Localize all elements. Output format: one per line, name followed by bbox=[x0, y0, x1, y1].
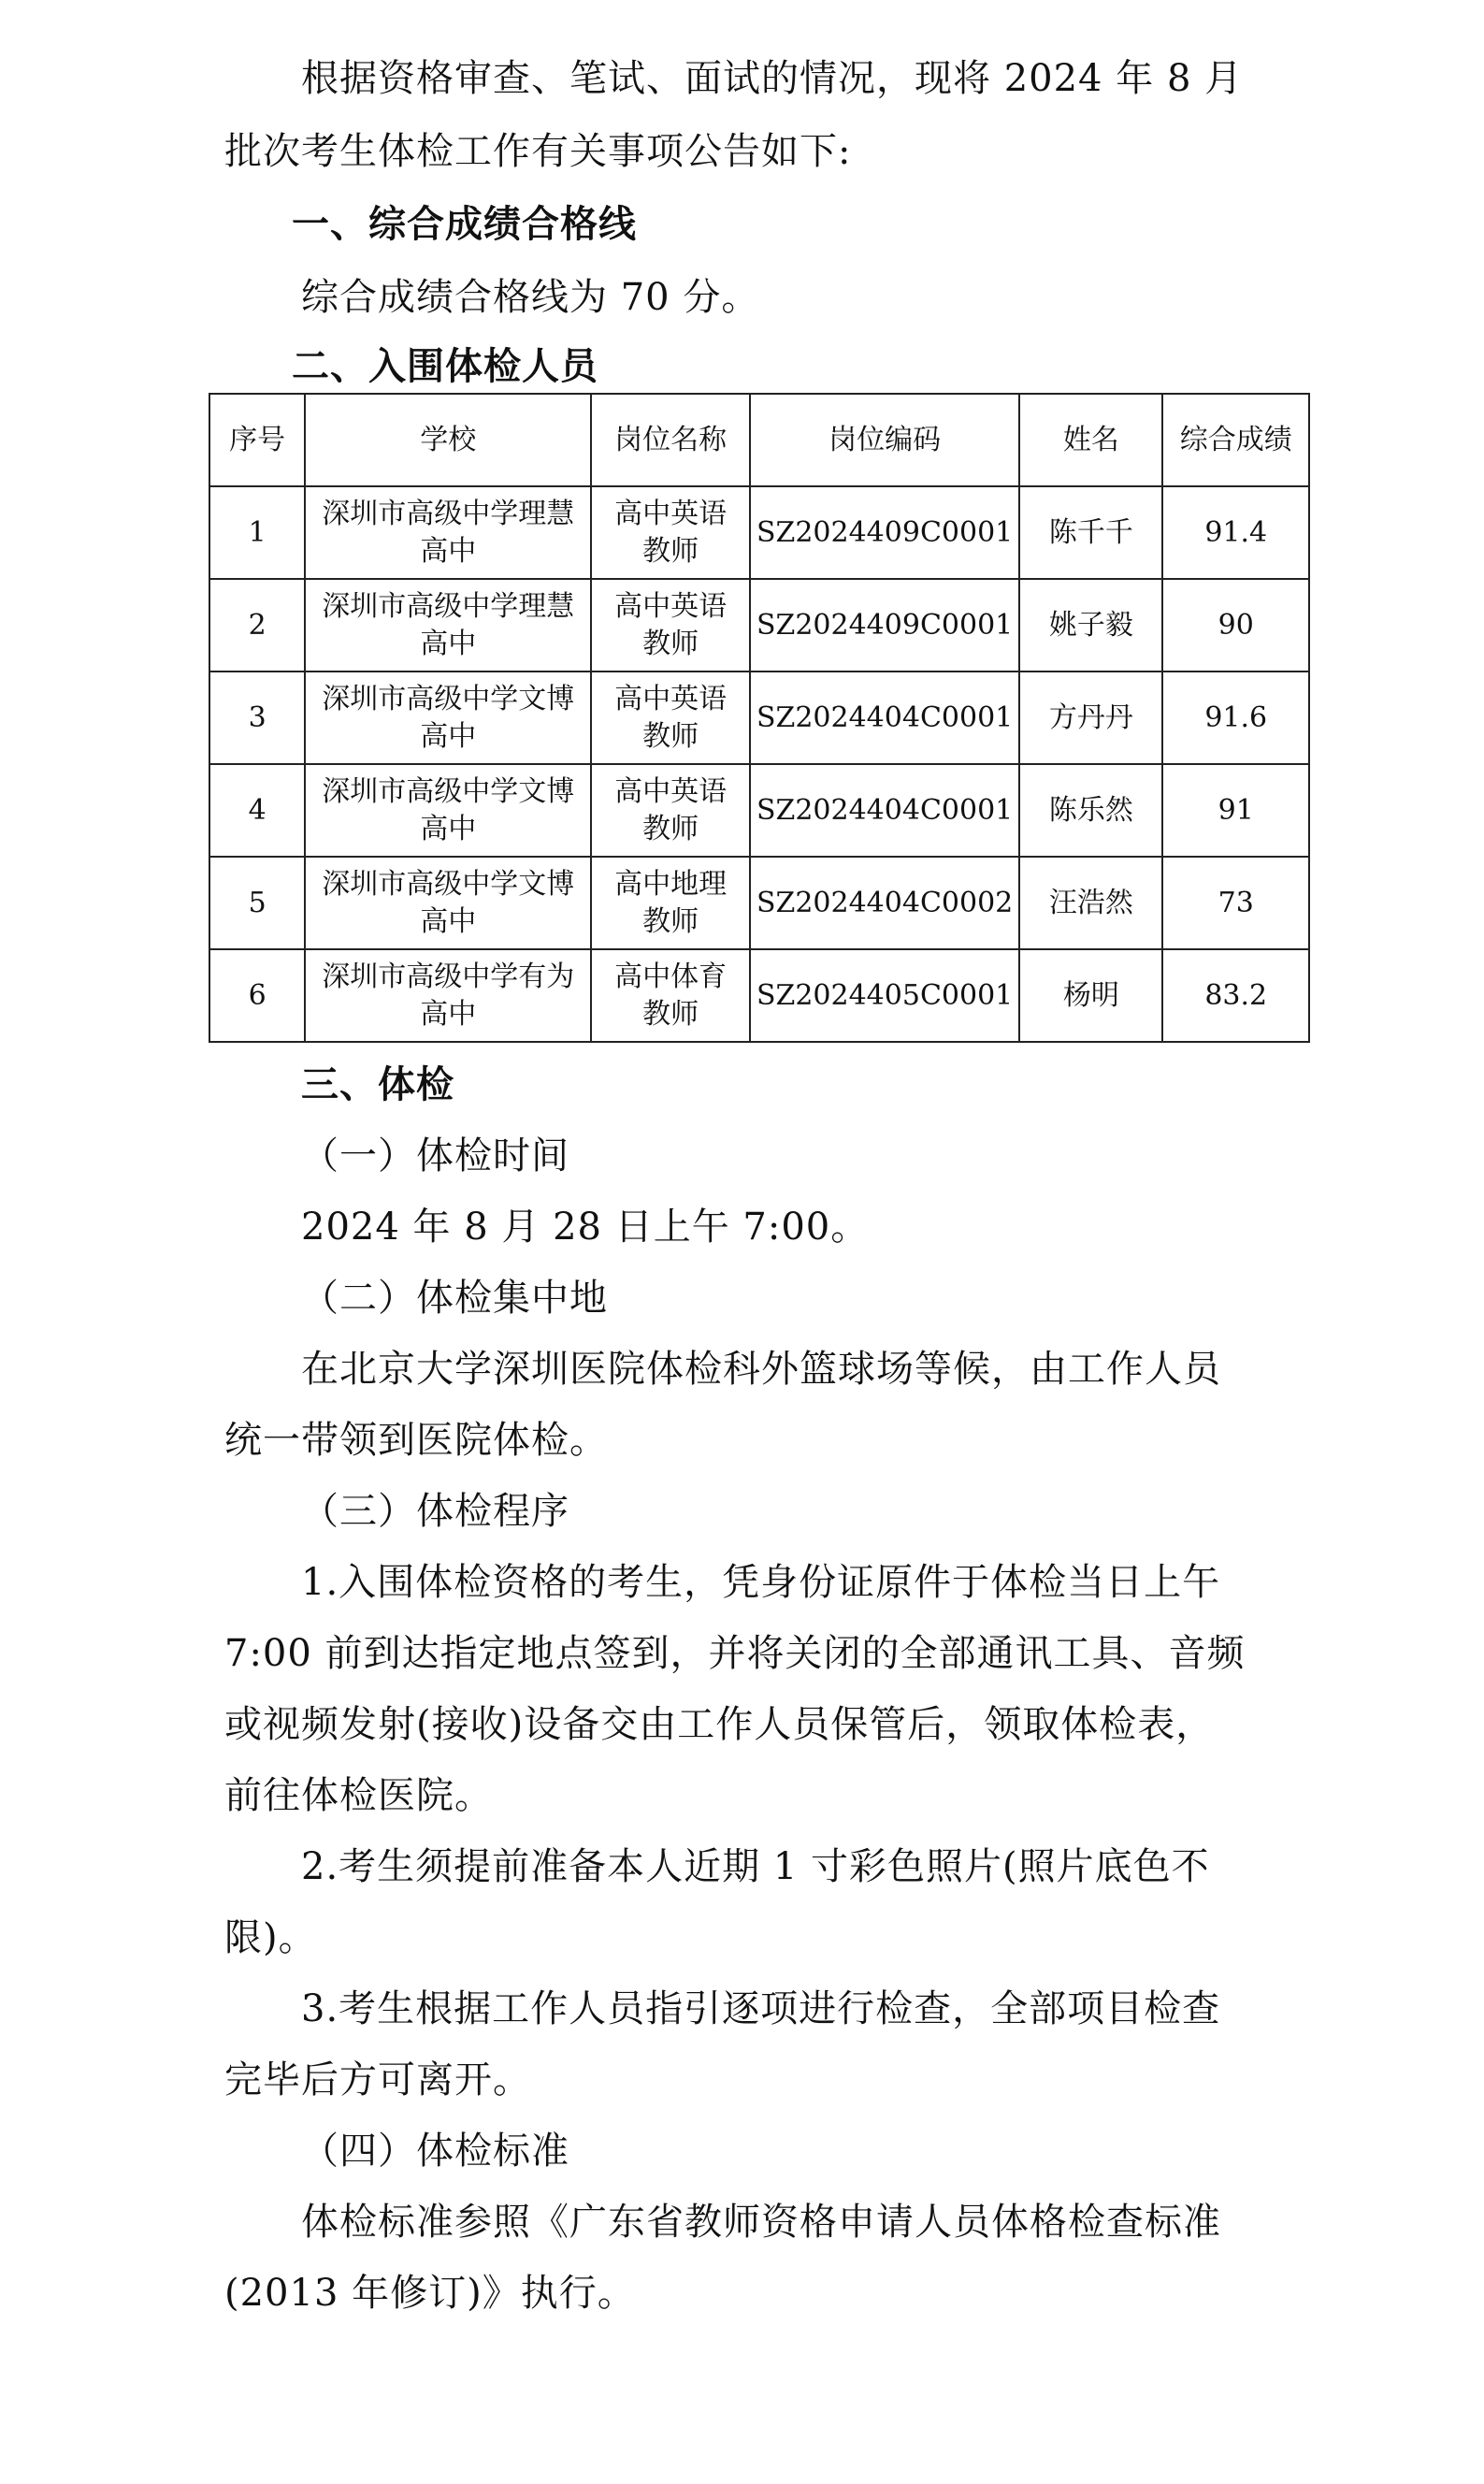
cell-post bbox=[591, 579, 750, 672]
cell-code: SZ2024404C0002 bbox=[750, 857, 1019, 949]
cell-score: 83.2 bbox=[1162, 949, 1309, 1042]
procedure-item3-line-2: 完毕后方可离开。 bbox=[224, 2058, 531, 2101]
school-line-2: 高中 bbox=[420, 812, 477, 845]
table-row bbox=[209, 857, 1309, 949]
post-line-1: 高中体育 bbox=[614, 960, 728, 993]
cell-score: 73 bbox=[1162, 857, 1309, 949]
header-school: 学校 bbox=[305, 394, 591, 486]
cell-no: 5 bbox=[209, 857, 305, 949]
school-line-1: 深圳市高级中学有为 bbox=[322, 960, 575, 993]
cell-no: 1 bbox=[209, 486, 305, 579]
cell-code: SZ2024409C0001 bbox=[750, 579, 1019, 672]
post-line-2: 教师 bbox=[642, 627, 699, 660]
table-row bbox=[209, 949, 1309, 1042]
school-line-2: 高中 bbox=[420, 904, 477, 938]
cell-code: SZ2024404C0001 bbox=[750, 764, 1019, 857]
header-code: 岗位编码 bbox=[750, 394, 1019, 486]
exam-place-heading: （二）体检集中地 bbox=[301, 1277, 608, 1320]
cell-code: SZ2024405C0001 bbox=[750, 949, 1019, 1042]
table-row bbox=[209, 486, 1309, 579]
cell-score: 91.6 bbox=[1162, 672, 1309, 764]
exam-time-text: 2024 年 8 月 28 日上午 7:00。 bbox=[301, 1206, 870, 1249]
table-row bbox=[209, 579, 1309, 672]
school-line-1: 深圳市高级中学理慧 bbox=[322, 497, 575, 530]
exam-procedure-heading: （三）体检程序 bbox=[301, 1490, 569, 1533]
cell-post bbox=[591, 672, 750, 764]
post-line-2: 教师 bbox=[642, 719, 699, 753]
procedure-item1-line-3: 或视频发射(接收)设备交由工作人员保管后，领取体检表， bbox=[224, 1703, 1215, 1746]
exam-standard-line-1: 体检标准参照《广东省教师资格申请人员体格检查标准 bbox=[301, 2201, 1221, 2244]
school-line-1: 深圳市高级中学理慧 bbox=[322, 589, 575, 623]
school-line-1: 深圳市高级中学文博 bbox=[322, 867, 575, 901]
cell-school bbox=[305, 764, 591, 857]
header-name: 姓名 bbox=[1019, 394, 1162, 486]
post-line-1: 高中英语 bbox=[614, 497, 728, 530]
table-row bbox=[209, 672, 1309, 764]
procedure-item1-line-2: 7:00 前到达指定地点签到，并将关闭的全部通讯工具、音频 bbox=[224, 1632, 1246, 1675]
cell-no: 3 bbox=[209, 672, 305, 764]
cell-score: 91 bbox=[1162, 764, 1309, 857]
cell-no: 4 bbox=[209, 764, 305, 857]
cell-post bbox=[591, 857, 750, 949]
section1-text: 综合成绩合格线为 70 分。 bbox=[301, 276, 760, 319]
table-row bbox=[209, 764, 1309, 857]
exam-place-line-1: 在北京大学深圳医院体检科外篮球场等候，由工作人员 bbox=[301, 1348, 1221, 1391]
school-line-1: 深圳市高级中学文博 bbox=[322, 774, 575, 808]
cell-no: 6 bbox=[209, 949, 305, 1042]
school-line-2: 高中 bbox=[420, 627, 477, 660]
intro-line-1: 根据资格审查、笔试、面试的情况，现将 2024 年 8 月 bbox=[301, 57, 1244, 100]
cell-school bbox=[305, 579, 591, 672]
header-no: 序号 bbox=[209, 394, 305, 486]
procedure-item2-line-1: 2.考生须提前准备本人近期 1 寸彩色照片(照片底色不 bbox=[301, 1845, 1210, 1888]
procedure-item1-line-4: 前往体检医院。 bbox=[224, 1774, 493, 1817]
cell-code: SZ2024409C0001 bbox=[750, 486, 1019, 579]
procedure-item3-line-1: 3.考生根据工作人员指引逐项进行检查，全部项目检查 bbox=[301, 1987, 1221, 2030]
cell-post bbox=[591, 949, 750, 1042]
post-line-1: 高中地理 bbox=[614, 867, 728, 901]
table-header-row bbox=[209, 394, 1309, 486]
intro-line-2: 批次考生体检工作有关事项公告如下: bbox=[224, 130, 852, 173]
school-line-2: 高中 bbox=[420, 719, 477, 753]
section2-heading: 二、入围体检人员 bbox=[292, 345, 598, 388]
candidates-table bbox=[209, 393, 1310, 1043]
school-line-2: 高中 bbox=[420, 997, 477, 1031]
cell-post bbox=[591, 764, 750, 857]
procedure-item1-line-1: 1.入围体检资格的考生，凭身份证原件于体检当日上午 bbox=[301, 1561, 1221, 1604]
post-line-1: 高中英语 bbox=[614, 589, 728, 623]
exam-standard-line-2: (2013 年修订)》执行。 bbox=[224, 2272, 636, 2315]
cell-school bbox=[305, 857, 591, 949]
cell-score: 91.4 bbox=[1162, 486, 1309, 579]
header-post: 岗位名称 bbox=[591, 394, 750, 486]
cell-school bbox=[305, 672, 591, 764]
cell-name: 姚子毅 bbox=[1019, 579, 1162, 672]
school-line-2: 高中 bbox=[420, 534, 477, 568]
cell-code: SZ2024404C0001 bbox=[750, 672, 1019, 764]
cell-name: 方丹丹 bbox=[1019, 672, 1162, 764]
exam-place-line-2: 统一带领到医院体检。 bbox=[224, 1419, 608, 1462]
exam-time-heading: （一）体检时间 bbox=[301, 1134, 569, 1177]
cell-name: 陈乐然 bbox=[1019, 764, 1162, 857]
post-line-2: 教师 bbox=[642, 997, 699, 1031]
section3-heading: 三、体检 bbox=[301, 1063, 454, 1106]
header-score: 综合成绩 bbox=[1162, 394, 1309, 486]
post-line-2: 教师 bbox=[642, 534, 699, 568]
cell-school bbox=[305, 486, 591, 579]
cell-no: 2 bbox=[209, 579, 305, 672]
post-line-1: 高中英语 bbox=[614, 774, 728, 808]
cell-school bbox=[305, 949, 591, 1042]
cell-post bbox=[591, 486, 750, 579]
post-line-1: 高中英语 bbox=[614, 682, 728, 715]
post-line-2: 教师 bbox=[642, 812, 699, 845]
school-line-1: 深圳市高级中学文博 bbox=[322, 682, 575, 715]
cell-name: 汪浩然 bbox=[1019, 857, 1162, 949]
cell-name: 杨明 bbox=[1019, 949, 1162, 1042]
procedure-item2-line-2: 限)。 bbox=[224, 1916, 317, 1959]
cell-score: 90 bbox=[1162, 579, 1309, 672]
cell-name: 陈千千 bbox=[1019, 486, 1162, 579]
section1-heading: 一、综合成绩合格线 bbox=[292, 203, 637, 246]
post-line-2: 教师 bbox=[642, 904, 699, 938]
exam-standard-heading: （四）体检标准 bbox=[301, 2130, 569, 2173]
